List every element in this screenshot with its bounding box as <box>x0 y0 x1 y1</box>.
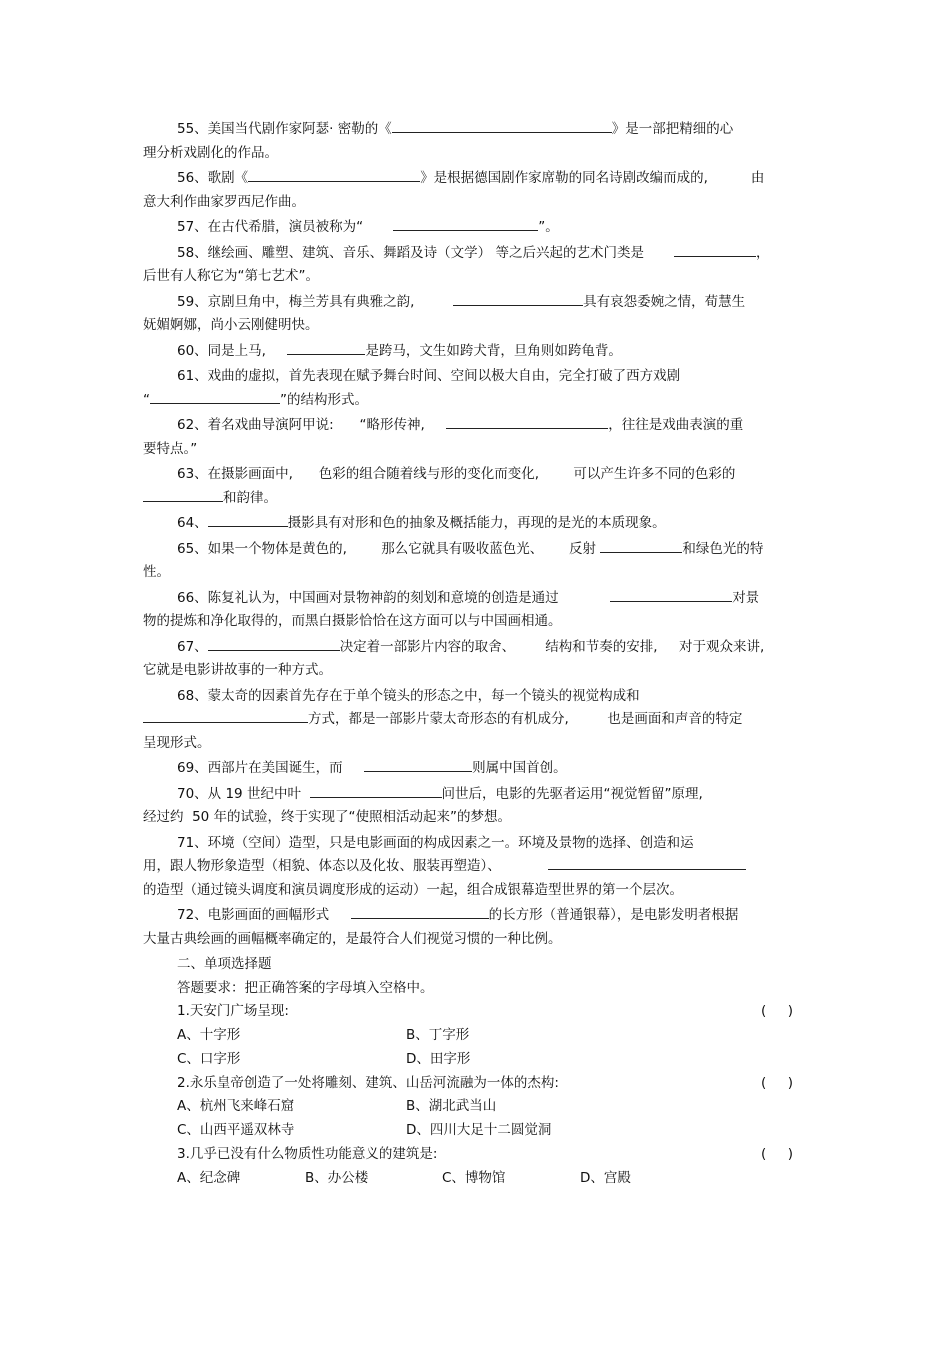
question-text: 用，跟人物形象造型（相貌、体态以及化妆、服装再塑造）、 <box>143 858 548 874</box>
fill-in-question <box>143 783 813 830</box>
fill-in-question <box>143 118 813 165</box>
fill-in-section <box>143 118 813 951</box>
question-text: 后世有人称它为“第七艺术”。 <box>143 268 319 284</box>
answer-parentheses[interactable]: ( ) <box>761 1074 793 1091</box>
question-line <box>143 340 813 364</box>
question-line <box>143 216 813 240</box>
answer-parentheses[interactable]: ( ) <box>761 1146 793 1162</box>
question-line <box>143 855 813 879</box>
question-text: 和韵律。 <box>223 489 277 506</box>
question-text: 55、美国当代剧作家阿瑟· 密勒的《 <box>177 121 392 137</box>
question-line <box>143 732 813 756</box>
option-d[interactable]: D、宫殿 <box>580 1169 631 1186</box>
question-text: 64、 <box>177 515 208 531</box>
question-line <box>143 928 813 952</box>
answer-blank[interactable] <box>548 855 746 870</box>
question-text: 63、在摄影画面中, 色彩的组合随着线与形的变化而变化, 可以产生许多不同的色彩的 <box>177 466 736 482</box>
question-text: 问世后，电影的先驱者运用“视觉暂留”原理, <box>441 785 703 802</box>
option-a[interactable]: A、十字形 <box>177 1026 241 1043</box>
document-page <box>143 118 813 1191</box>
question-text: 它就是电影讲故事的一种方式。 <box>143 662 332 678</box>
answer-blank[interactable] <box>150 389 280 404</box>
question-line <box>143 167 813 191</box>
question-text: 物的提炼和净化取得的，而黑白摄影恰恰在这方面可以与中国画相通。 <box>143 613 562 629</box>
question-text: 是跨马，文生如跨犬背，旦角则如跨龟背。 <box>365 342 622 359</box>
question-text: 意大利作曲家罗西尼作曲。 <box>143 193 305 210</box>
question-line <box>143 365 813 389</box>
fill-in-question <box>143 587 813 634</box>
fill-in-question <box>143 242 813 289</box>
question-line <box>143 438 813 462</box>
question-text: 57、在古代希腊，演员被称为“ <box>177 219 394 235</box>
question-text: 的造型（通过镜头调度和演员调度形成的运动）一起，组合成银幕造型世界的第一个层次。 <box>143 881 683 898</box>
question-text: 呈现形式。 <box>143 734 211 751</box>
question-text: 61、戏曲的虚拟，首先表现在赋予舞台时间、空间以极大自由，完全打破了西方戏剧 <box>177 368 681 384</box>
fill-in-question <box>143 757 813 781</box>
question-text: ， <box>756 244 770 261</box>
options-row <box>143 1167 813 1191</box>
option-c[interactable]: C、博物馆 <box>442 1169 506 1186</box>
answer-blank[interactable] <box>446 414 608 429</box>
options-row <box>143 1024 813 1048</box>
options-row <box>143 1095 813 1119</box>
question-text: 66、陈复礼认为，中国画对景物神韵的刻划和意境的创造是通过 <box>177 589 611 606</box>
question-line <box>143 708 813 732</box>
answer-blank[interactable] <box>143 487 223 502</box>
fill-in-question <box>143 538 813 585</box>
question-line <box>143 118 813 142</box>
question-line <box>143 659 813 683</box>
question-line <box>143 783 813 807</box>
option-c[interactable]: C、口字形 <box>177 1050 241 1067</box>
question-text: 59、京剧旦角中，梅兰芳具有典雅之韵, <box>177 293 454 310</box>
fill-in-question <box>143 636 813 683</box>
question-line <box>143 904 813 928</box>
question-text: 67、 <box>177 638 208 655</box>
question-line <box>143 242 813 266</box>
question-text: 56、歌剧《 <box>177 170 249 186</box>
answer-blank[interactable] <box>351 904 489 919</box>
question-text: ”。 <box>538 219 559 235</box>
question-text: 大量古典绘画的画幅概率确定的，是最符合人们视觉习惯的一种比例。 <box>143 930 562 947</box>
question-text: 62、着名戏曲导演阿甲说: “略形传神, <box>177 417 447 433</box>
fill-in-question <box>143 414 813 461</box>
question-line <box>143 636 813 660</box>
question-text: 理分析戏剧化的作品。 <box>143 144 278 161</box>
question-text: 3.几乎已没有什么物质性功能意义的建筑是: <box>177 1146 438 1162</box>
answer-blank[interactable] <box>600 538 682 553</box>
answer-blank[interactable] <box>248 167 420 182</box>
answer-blank[interactable] <box>208 512 288 527</box>
question-line <box>143 512 813 536</box>
question-text: ”的结构形式。 <box>280 391 368 408</box>
fill-in-question <box>143 512 813 536</box>
question-line <box>143 538 813 562</box>
question-text: 68、蒙太奇的因素首先存在于单个镜头的形态之中，每一个镜头的视觉构成和 <box>177 687 640 704</box>
options-row <box>143 1048 813 1072</box>
fill-in-question <box>143 463 813 510</box>
question-text: ，往往是戏曲表演的重 <box>608 417 744 433</box>
question-line <box>143 879 813 903</box>
question-text: 摄影具有对形和色的抽象及概括能力，再现的是光的本质现象。 <box>287 515 666 531</box>
fill-in-question <box>143 216 813 240</box>
answer-blank[interactable] <box>610 587 732 602</box>
answer-blank[interactable] <box>287 340 365 355</box>
option-d[interactable]: D、田字形 <box>406 1050 471 1067</box>
question-text: 71、环境（空间）造型，只是电影画面的构成因素之一。环境及景物的选择、创造和运 <box>177 834 694 851</box>
question-text: 则属中国首创。 <box>472 760 567 776</box>
answer-blank[interactable] <box>208 636 340 651</box>
question-line <box>143 610 813 634</box>
question-line <box>143 561 813 585</box>
question-line <box>143 832 813 856</box>
choice-question <box>143 1000 813 1024</box>
question-text: 要特点。” <box>143 440 198 457</box>
choice-question <box>143 1072 813 1096</box>
answer-parentheses[interactable]: ( ) <box>761 1003 793 1019</box>
option-a[interactable]: A、纪念碑 <box>177 1169 241 1186</box>
choice-section <box>143 1000 813 1191</box>
question-line <box>143 142 813 166</box>
option-a[interactable]: A、杭州飞来峰石窟 <box>177 1098 295 1114</box>
question-text: 决定着一部影片内容的取舍、 结构和节奏的安排, 对于观众来讲, <box>339 638 765 655</box>
question-line <box>143 314 813 338</box>
question-line <box>143 191 813 215</box>
question-text: 具有哀怨委婉之情，荀慧生 <box>583 293 746 310</box>
instructions: 答题要求：把正确答案的字母填入空格中。 <box>177 979 434 996</box>
question-line <box>143 265 813 289</box>
fill-in-question <box>143 365 813 412</box>
question-text: 69、西部片在美国诞生，而 <box>177 760 365 776</box>
question-text: 方式，都是一部影片蒙太奇形态的有机成分, 也是画面和声音的特定 <box>308 711 743 727</box>
question-text: 经过约 50 年的试验，终于实现了“使照相活动起来”的梦想。 <box>143 809 512 825</box>
question-text: 70、从 19 世纪中叶 <box>177 785 310 802</box>
answer-blank[interactable] <box>392 118 612 133</box>
question-line <box>143 291 813 315</box>
question-text: 对景 <box>732 589 760 606</box>
answer-blank[interactable] <box>364 757 472 772</box>
question-text: 58、继绘画、雕塑、建筑、音乐、舞蹈及诗（文学） 等之后兴起的艺术门类是 <box>177 244 675 261</box>
choice-question <box>143 1143 813 1167</box>
question-text: 和绿色光的特 <box>682 540 764 557</box>
option-b[interactable]: B、丁字形 <box>406 1026 470 1043</box>
question-line <box>143 463 813 487</box>
question-line <box>143 757 813 781</box>
fill-in-question <box>143 291 813 338</box>
answer-blank[interactable] <box>453 291 583 306</box>
question-text: 65、如果一个物体是黄色的, 那么它就具有吸收蓝色光、 反射 <box>177 540 601 557</box>
fill-in-question <box>143 340 813 364</box>
question-text: 妩媚婀娜，尚小云刚健明快。 <box>143 317 319 333</box>
question-text: 2.永乐皇帝创造了一处将雕刻、建筑、山岳河流融为一体的杰构: <box>177 1074 559 1091</box>
question-text: “ <box>143 391 150 408</box>
fill-in-question <box>143 685 813 756</box>
answer-blank[interactable] <box>674 242 756 257</box>
options-row <box>143 1119 813 1143</box>
question-text: 1.天安门广场呈现: <box>177 1003 289 1019</box>
option-b[interactable]: B、办公楼 <box>305 1169 369 1186</box>
fill-in-question <box>143 832 813 903</box>
question-text: 72、电影画面的画幅形式 <box>177 907 351 923</box>
option-d[interactable]: D、四川大足十二圆觉洞 <box>406 1122 552 1138</box>
question-text: 》是根据德国剧作家席勒的同名诗剧改编而成的, 由 <box>420 170 765 186</box>
question-line <box>143 389 813 413</box>
question-text: 》是一部把精细的心 <box>611 121 734 137</box>
question-line <box>143 806 813 830</box>
question-line <box>143 487 813 511</box>
option-c[interactable]: C、山西平遥双林寺 <box>177 1122 295 1138</box>
section-title: 二、单项选择题 <box>177 956 272 972</box>
question-line <box>143 414 813 438</box>
fill-in-question <box>143 904 813 951</box>
question-line <box>143 685 813 709</box>
answer-blank[interactable] <box>310 783 442 798</box>
fill-in-question <box>143 167 813 214</box>
question-line <box>143 587 813 611</box>
question-text: 性。 <box>143 564 170 580</box>
answer-blank[interactable] <box>393 216 538 231</box>
question-text: 的长方形（普通银幕），是电影发明者根据 <box>488 907 739 923</box>
question-text: 60、同是上马, <box>177 342 288 359</box>
answer-blank[interactable] <box>143 708 308 723</box>
option-b[interactable]: B、湖北武当山 <box>406 1098 497 1114</box>
